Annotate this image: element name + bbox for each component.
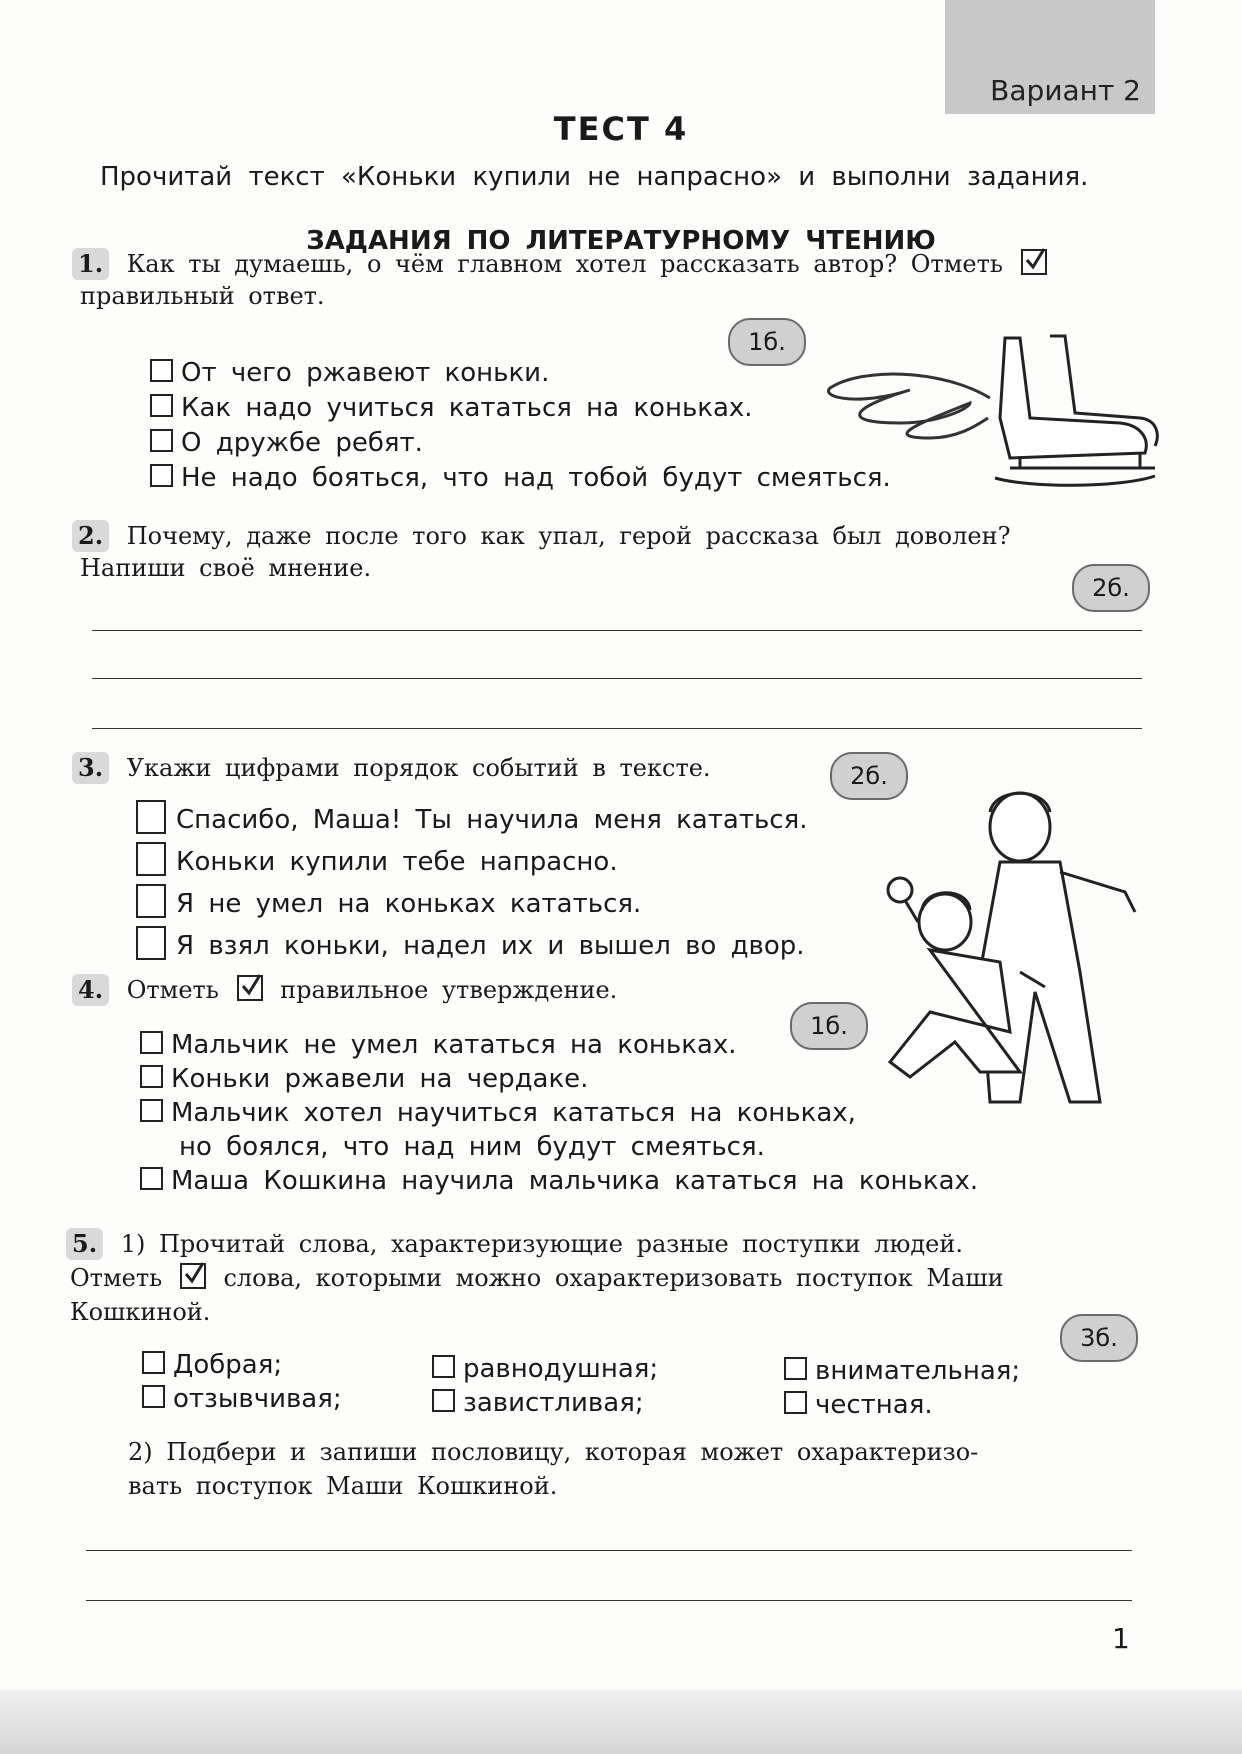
word-option[interactable]: завистливая; [432, 1388, 644, 1418]
number-box[interactable] [136, 800, 166, 834]
answer-line[interactable] [86, 1600, 1132, 1601]
question-1 [72, 248, 1152, 280]
checkbox[interactable] [150, 394, 173, 417]
answer-option-cont: но боялся, что над ним будут смеяться. [179, 1132, 765, 1162]
page-bottom-edge [0, 1690, 1242, 1754]
question-text: Укажи цифрами порядок событий в тексте. [126, 754, 711, 782]
checkbox[interactable] [432, 1355, 455, 1378]
checkmark-icon [237, 975, 263, 1001]
word-option[interactable]: честная. [784, 1390, 933, 1420]
question-number: 1. [72, 248, 109, 280]
question-5-line2: Отметь слова, которыми можно охарактеризовать поступок Маши [70, 1264, 1004, 1292]
intro-instruction: Прочитай текст «Коньки купили не напрасно» и выполни задания. [100, 162, 1089, 192]
question-number: 5. [66, 1228, 103, 1260]
number-box[interactable] [136, 884, 166, 918]
answer-line[interactable] [92, 728, 1142, 729]
question-5-line3: Кошкиной. [70, 1298, 211, 1326]
answer-line[interactable] [86, 1550, 1132, 1551]
points-badge: 3б. [1060, 1314, 1138, 1362]
question-number: 2. [72, 520, 109, 552]
question-1-text-cont: правильный ответ. [80, 282, 325, 310]
checkmark-icon [180, 1263, 206, 1289]
answer-option[interactable]: Не надо бояться, что над тобой будут смеяться. [150, 463, 891, 493]
checkbox[interactable] [142, 1385, 165, 1408]
question-text: Почему, даже после того как упал, герой рассказа был доволен? [126, 522, 1011, 550]
question-number: 3. [72, 752, 109, 784]
section-title: ЗАДАНИЯ ПО ЛИТЕРАТУРНОМУ ЧТЕНИЮ [306, 226, 936, 256]
question-number: 4. [72, 974, 109, 1006]
variant-label: Вариант 2 [990, 74, 1141, 107]
checkbox[interactable] [432, 1389, 455, 1412]
word-option[interactable]: внимательная; [784, 1356, 1020, 1386]
answer-line[interactable] [92, 678, 1142, 679]
question-text: Отметь [126, 976, 219, 1004]
page-number: 1 [1112, 1622, 1130, 1655]
answer-option[interactable]: Как надо учиться кататься на коньках. [150, 393, 753, 423]
variant-header [945, 0, 1155, 114]
checkbox[interactable] [784, 1357, 807, 1380]
answer-option[interactable]: Я не умел на коньках кататься. [136, 884, 641, 919]
word-option[interactable]: отзывчивая; [142, 1384, 342, 1414]
question-5-part2-cont: вать поступок Маши Кошкиной. [128, 1472, 558, 1500]
word-option[interactable]: Добрая; [142, 1350, 282, 1380]
answer-option[interactable]: О дружбе ребят. [150, 428, 423, 458]
answer-option[interactable]: Маша Кошкина научила мальчика кататься на коньках. [140, 1166, 978, 1196]
checkbox[interactable] [140, 1099, 163, 1122]
answer-option[interactable]: Мальчик хотел научиться кататься на коньках, [140, 1098, 856, 1128]
points-badge: 2б. [1072, 564, 1150, 612]
answer-option[interactable]: Коньки купили тебе напрасно. [136, 842, 618, 877]
question-text: 1) Прочитай слова, характеризующие разные поступки людей. [120, 1230, 963, 1258]
children-skating-illustration [870, 772, 1170, 1122]
answer-option[interactable]: От чего ржавеют коньки. [150, 358, 549, 388]
question-text-cont: правильное утверждение. [280, 976, 618, 1004]
answer-line[interactable] [92, 630, 1142, 631]
checkbox[interactable] [150, 429, 173, 452]
points-badge: 2б. [830, 752, 908, 800]
question-4 [72, 974, 617, 1006]
answer-option[interactable]: Коньки ржавели на чердаке. [140, 1064, 588, 1094]
checkbox[interactable] [142, 1351, 165, 1374]
question-2 [72, 520, 1152, 552]
checkbox[interactable] [140, 1167, 163, 1190]
question-3 [72, 752, 711, 784]
question-text: Как ты думаешь, о чём главном хотел рассказать автор? Отметь [126, 250, 1003, 278]
question-2-text-cont: Напиши своё мнение. [80, 554, 372, 582]
answer-option[interactable]: Я взял коньки, надел их и вышел во двор. [136, 926, 805, 961]
checkbox[interactable] [150, 359, 173, 382]
checkbox[interactable] [784, 1391, 807, 1414]
test-title: ТЕСТ 4 [553, 110, 689, 148]
number-box[interactable] [136, 842, 166, 876]
skates-illustration [820, 328, 1160, 498]
answer-option[interactable]: Спасибо, Маша! Ты научила меня кататься. [136, 800, 808, 835]
checkbox[interactable] [140, 1065, 163, 1088]
word-option[interactable]: равнодушная; [432, 1354, 658, 1384]
answer-option[interactable]: Мальчик не умел кататься на коньках. [140, 1030, 736, 1060]
points-badge: 1б. [790, 1002, 868, 1050]
checkbox[interactable] [150, 464, 173, 487]
question-5 [66, 1228, 1156, 1260]
points-badge: 1б. [728, 318, 806, 366]
number-box[interactable] [136, 926, 166, 960]
checkmark-icon [1021, 249, 1047, 275]
checkbox[interactable] [140, 1031, 163, 1054]
question-5-part2: 2) Подбери и запиши пословицу, которая может охарактеризо- [128, 1438, 979, 1466]
